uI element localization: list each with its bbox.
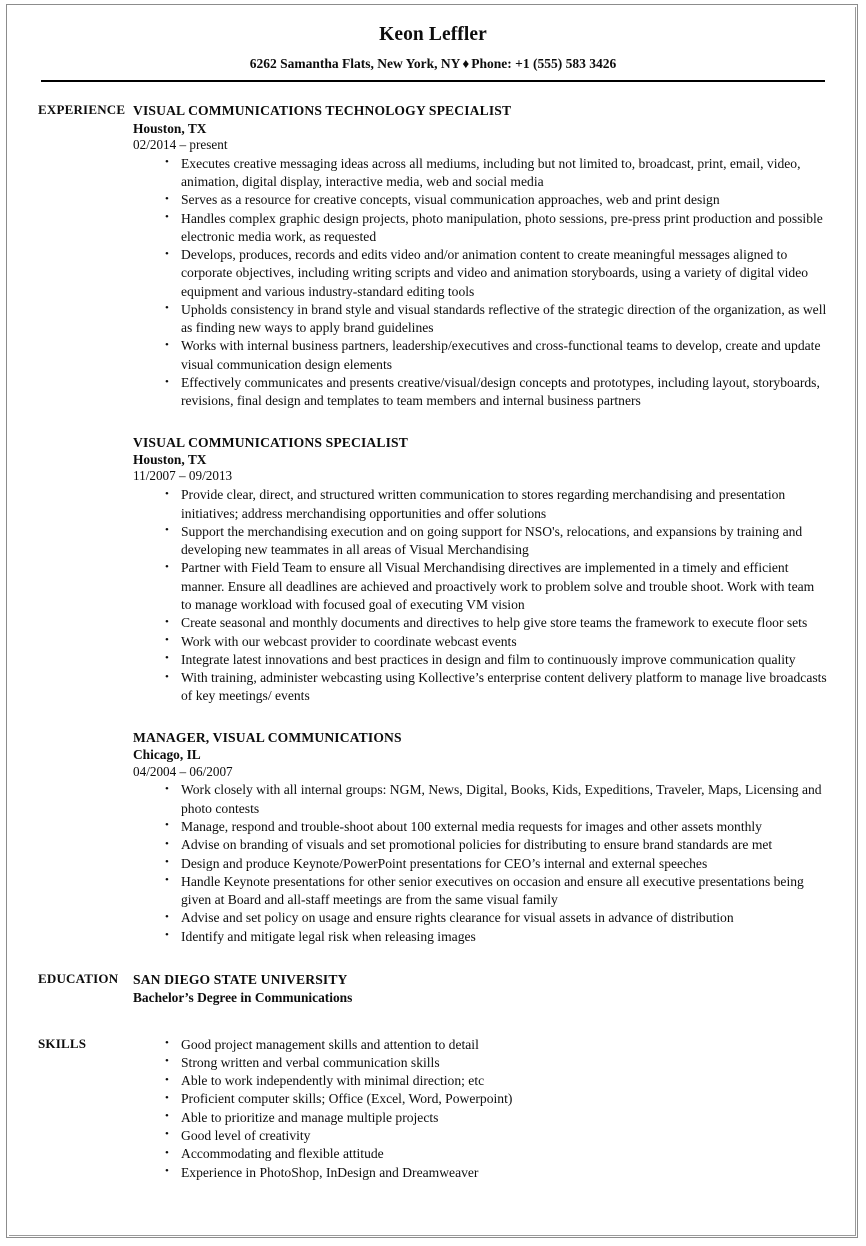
job-bullet: • Executes creative messaging ideas across all mediums, including but not limited to, broadcast, print, email, video, animation, digital display, interactive media, web and social media: [163, 155, 828, 192]
skill-item: • Experience in PhotoShop, InDesign and Dreamweaver: [163, 1164, 828, 1182]
candidate-name: Keon Leffler: [379, 24, 487, 45]
section-education: [0, 971, 866, 1007]
job-bullet: • Works with internal business partners, leadership/executives and cross-functional teams to develop, create and update visual communication design elements: [163, 337, 828, 374]
candidate-address: 6262 Samantha Flats, New York, NY: [249, 56, 461, 72]
job-bullet: • Partner with Field Team to ensure all Visual Merchandising directives are implemented in a timely and efficient manner. Ensure all deadlines are achieved and proactively work to problem solve and trouble shoot. Work with team to manage workload with focused goal of executing VM vision: [163, 559, 828, 614]
skill-item: • Proficient computer skills; Office (Excel, Word, Powerpoint): [163, 1090, 828, 1108]
job-bullet: • Integrate latest innovations and best practices in design and film to continuously improve communication quality: [163, 651, 828, 669]
job-bullet: • Handles complex graphic design projects, photo manipulation, photo sessions, pre-press print production and possible electronic media work, as requested: [163, 210, 828, 247]
job-bullet-list: [133, 155, 828, 411]
job-bullet-list: [133, 781, 828, 946]
job-title: VISUAL COMMUNICATIONS SPECIALIST: [133, 434, 408, 450]
job-title: MANAGER, VISUAL COMMUNICATIONS: [133, 729, 402, 745]
section-label-skills: SKILLS: [38, 1035, 87, 1051]
experience-body: [133, 102, 866, 946]
job-location: Chicago, IL: [133, 747, 201, 763]
job-bullet: • Work closely with all internal groups: NGM, News, Digital, Books, Kids, Expeditions, Traveler, Maps, Licensing and photo contests: [163, 781, 828, 818]
job-bullet: • Support the merchandising execution and on going support for NSO's, relocations, and expansions by training and developing new teammates in all areas of Visual Merchandising: [163, 523, 828, 560]
skill-item: • Good level of creativity: [163, 1127, 828, 1145]
candidate-contact-line: [0, 56, 866, 72]
skill-item: • Able to prioritize and manage multiple projects: [163, 1109, 828, 1127]
skill-item: • Good project management skills and attention to detail: [163, 1036, 828, 1054]
job-bullet: • Manage, respond and trouble-shoot about 100 external media requests for images and other assets monthly: [163, 818, 828, 836]
job-bullet: • Handle Keynote presentations for other senior executives on occasion and ensure all executive presentations being given at Board and all-staff meetings are from the same visual family: [163, 873, 828, 910]
skills-body: [133, 1036, 866, 1182]
job-bullet: • Design and produce Keynote/PowerPoint presentations for CEO’s internal and external speeches: [163, 855, 828, 873]
job-bullet: • Advise and set policy on usage and ensure rights clearance for visual assets in advance of distribution: [163, 909, 828, 927]
skill-item: • Able to work independently with minimal direction; etc: [163, 1072, 828, 1090]
job-bullet: • Provide clear, direct, and structured written communication to stores regarding merchandising and presentation initiatives; address merchandising opportunities and offer solutions: [163, 486, 828, 523]
job-bullet: • Serves as a resource for creative concepts, visual communication approaches, web and print design: [163, 191, 828, 209]
job-entry: [133, 729, 828, 946]
education-school: SAN DIEGO STATE UNIVERSITY: [133, 971, 348, 987]
job-dates: 11/2007 – 09/2013: [133, 468, 233, 484]
job-bullet-list: [133, 486, 828, 705]
job-location: Houston, TX: [133, 452, 207, 468]
section-experience: [0, 102, 866, 946]
diamond-separator-icon: ♦: [462, 56, 470, 72]
header-divider-rule: [41, 80, 825, 82]
resume-header: [0, 0, 866, 82]
job-bullet: • Identify and mitigate legal risk when releasing images: [163, 928, 828, 946]
skill-item: • Accommodating and flexible attitude: [163, 1145, 828, 1163]
job-bullet: • Effectively communicates and presents creative/visual/design concepts and prototypes, including layout, storyboards, revisions, final design and templates to team members and internal business partners: [163, 374, 828, 411]
job-dates: 02/2014 – present: [133, 136, 228, 152]
job-bullet: • Advise on branding of visuals and set promotional policies for distributing to ensure brand standards are met: [163, 836, 828, 854]
job-bullet: • With training, administer webcasting using Kollective’s enterprise content delivery platform to manage live broadcasts of key meetings/ events: [163, 669, 828, 706]
job-bullet: • Upholds consistency in brand style and visual standards reflective of the strategic direction of the organization, as well as finding new ways to apply brand guidelines: [163, 301, 828, 338]
job-bullet: • Work with our webcast provider to coordinate webcast events: [163, 633, 828, 651]
skill-item: • Strong written and verbal communication skills: [163, 1054, 828, 1072]
education-body: [133, 971, 866, 1007]
job-bullet: • Develops, produces, records and edits video and/or animation content to create meaningful messages aligned to corporate objectives, including writing scripts and video and animation storyboards, using a variety of digital video equipment and various industry-standard editing tools: [163, 246, 828, 301]
section-skills: [0, 1036, 866, 1182]
job-location: Houston, TX: [133, 120, 207, 136]
job-entry: [133, 102, 828, 411]
job-bullet: • Create seasonal and monthly documents and directives to help give store teams the framework to execute floor sets: [163, 614, 828, 632]
job-dates: 04/2004 – 06/2007: [133, 763, 233, 779]
skills-list: [133, 1036, 828, 1182]
job-entry: [133, 434, 828, 706]
section-label-experience: EXPERIENCE: [38, 101, 126, 117]
education-degree: Bachelor’s Degree in Communications: [133, 989, 353, 1005]
job-title: VISUAL COMMUNICATIONS TECHNOLOGY SPECIALIST: [133, 102, 512, 118]
section-label-education: EDUCATION: [38, 970, 119, 986]
candidate-phone: Phone: +1 (555) 583 3426: [471, 56, 617, 72]
